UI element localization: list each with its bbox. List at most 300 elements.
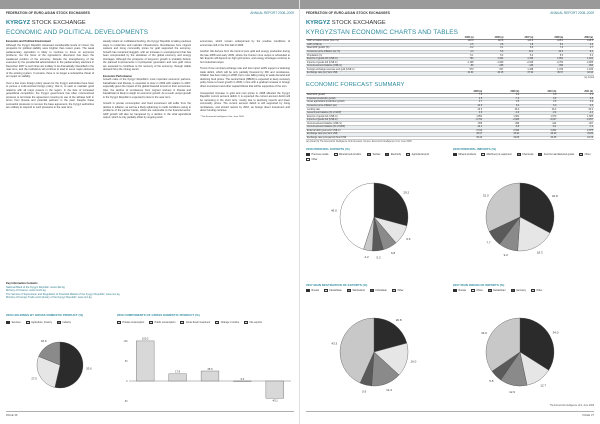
legend-label: Other [397,289,404,292]
table-cell: 5.2 [474,54,504,58]
table-cell: 570 [445,68,475,72]
slice-value-label: 43.3 [331,341,338,346]
table-cell: 100.9 [445,40,475,44]
legend-item [531,289,542,292]
section-title: ECONOMIC AND POLITICAL DEVELOPMENTS [6,29,149,36]
slice-value-label: 34.6 [481,331,487,336]
legend-item [324,289,342,292]
legend-label: Germany [516,289,526,292]
legend-label: Russia [311,289,319,292]
bar [201,371,219,381]
running-header: FEDERATION OF EURO-ASIAN STOCK EXCHANGES [6,11,90,15]
legend-item [538,153,574,156]
row-label: Government balance (% of GDP) [306,111,447,115]
info-link[interactable]: Ministry of Foreign Trade and Industry of the Kyrgyz Republic: www.mvt.kg [6,296,92,299]
export-destinations-pie-chart [314,302,434,402]
slice-value-label: 53.6 [86,366,92,371]
table-note: (a) Actual (b) The Economist Intelligence Unit forecasts. Source: Economist Intelligence Unit, June 2009 [306,141,412,143]
legend-label: Food & manufactured goods [543,153,575,156]
row-label: Industrial production growth [306,97,447,101]
slice-value-label: 4.2 [364,254,369,259]
header-report-title: ANNUAL REPORT 2008–2009 [550,11,594,15]
row-label: Exchange rate (end-period) Som:US$ [306,136,447,140]
exchange-brand [306,20,386,26]
legend-label: Kazakhstan [493,289,506,292]
table-cell: -2,905 [483,118,520,122]
table-cell: 5.0 [534,43,564,47]
table-cell: -3,257 [557,118,594,122]
slice-value-label: 45.0 [330,208,337,213]
paragraph: economies, which remain underpinned by the positive conditions of economies still in the first half of 2009. [200,40,290,47]
table-cell: 24.5 [534,50,564,54]
legend-label: Electricity [390,153,402,156]
bar-value-label: 100.2 [141,337,149,341]
figure-legend [453,153,593,156]
column-subheading: Economic and Political Environment [6,40,51,43]
legend-item [306,289,319,292]
page-number: PAGE 36 [6,413,18,417]
paragraph: Growth in private consumption and fixed investment will suffer from the decline in inflation, as well as a likely tightening in credit conditions owing to problems of the partner banks, which are vulnerable to the financial sector. GDP growth will also be hampered by a decline in the total agricultural output, which is only partially offset by ongoing work. [103,102,191,120]
table-cell: 1,108 [504,68,534,72]
bar [266,381,284,398]
legend-item [517,153,534,156]
legend-label: Services [11,321,21,324]
table-cell: 43.82 [557,133,594,137]
text-column-2 [103,40,191,123]
row-label: Exports of goods fob (US$ m) [306,57,445,61]
table-note: (a) Actual [584,77,594,79]
row-label: GDP at market prices (Som m) [306,40,445,44]
legend-swatch [453,153,457,156]
table-cell: 1,601 [564,57,594,61]
slice-value-label: 27.5 [31,376,37,381]
text-column-3 [200,40,290,122]
slice-value-label: 16.0 [410,359,417,364]
legend-label: Mineral products [458,153,477,156]
row-label: Real GDP growth (%) [306,47,445,51]
table-cell: 0.7 [447,101,484,105]
brand-bold: KYRGYZ [306,20,331,26]
column-header: 2009 (a) [564,36,594,40]
row-label: External debt (year-end; US$ m) [306,129,447,133]
table-cell: -2,615 [504,61,534,65]
key-indicators-table [306,36,594,76]
table-cell: 5.3 [534,54,564,58]
table-cell: 0.2 [483,94,520,98]
legend-label: China [476,289,483,292]
table-cell: 794 [445,57,475,61]
figure-legend [306,289,441,292]
table-cell: -2.4 [557,111,594,115]
legend-item [180,321,210,324]
legend-item [306,158,317,161]
info-link[interactable]: Ministry of Finance: www.minfin.kg [6,289,46,292]
legend-item [481,153,512,156]
table-cell: 26.3 [520,108,557,112]
row-label: Current-account balance (US$ m) [306,122,447,126]
table-cell: 7.6 [534,47,564,51]
text-column-1 [6,40,94,113]
gdp-components-bar-chart [117,333,295,405]
table-cell: 2,875 [557,129,594,133]
bar [169,374,187,381]
figure-legend [306,153,441,161]
column-subheading: Economic Performance [103,74,132,78]
legend-item [6,321,21,324]
table-cell: 26.2 [557,108,594,112]
row-label: GDP (US$ bn) [306,43,445,47]
table-cell: -656 [447,122,484,126]
legend-swatch [481,153,485,156]
legend-item [244,321,262,324]
legend-item [117,321,144,324]
legend-item [215,321,239,324]
legend-label: Mineral fuels & lubric. [339,153,362,156]
slice-value-label: 5.6 [362,389,367,394]
table-cell: 2.9 [557,101,594,105]
slice-value-label: 6.8 [391,250,396,255]
legend-swatch [531,289,535,292]
legend-swatch [385,153,389,156]
table-cell: 1,601 [483,115,520,119]
table-cell: 817 [474,68,504,72]
table-cell: -2,905 [564,61,594,65]
legend-swatch [6,321,10,324]
table-cell: 6.6 [557,104,594,108]
legend-label: Switzerland [352,289,365,292]
legend-label: Kazakhstan [329,289,342,292]
legend-label: Change in stocks [220,321,240,324]
table-cell: 1,336 [504,57,534,61]
legend-item [453,289,466,292]
legend-item [488,289,506,292]
legend-item [367,153,380,156]
table-cell: 2.8 [474,43,504,47]
table-cell: -7.3 [483,97,520,101]
legend-swatch [406,153,410,156]
table-cell: 4.4 [445,50,475,54]
key-info-title: Key Information Contacts [6,282,38,285]
table-cell: 42.94 [564,71,594,75]
top-bar [300,0,600,9]
column-header: 2011 (b) [557,90,594,94]
paragraph: Although the Kyrgyz Republic witnessed considerable levels of unrest, the prospects for political stability were brighter than recent years. The weak parliamentary opposition is likely to continue to focus on economic problems, but the focus of the opposition's discontent has been the weakened position of the economy. Despite the strengthening of the executive by the presidential administration in the parliamentary elections in December 2007 to such lines are unlikely to be dramatically intensified in the near term, and the institutions will continue to lead to some major elements of the existing system. It remains, there is no longer a substantive threat of an impact on stability. [6,43,94,78]
table-cell: -3.4 [520,111,557,115]
y-tick-label: 0 [126,380,128,383]
table-cell: 43.26 [520,136,557,140]
paragraph: Trend of low nominal exchange rate and low import tariffs support a widening trade deficit, which will be only partially financed by FDI and remittances. Inflation has been rising in 2008, but is now falling owing to weak demand and declining food prices. The central bank (NBKR) is expected to keep monetary policy loose to boost growth in 2009, in line with a gradual increase in foreign direct investment and other capital inflows that will be supportive of the som. [200,67,290,88]
row-label: Real GDP growth [306,94,447,98]
table-cell: 2.8 [557,97,594,101]
page-number: PAGE 37 [582,413,594,417]
table-cell: 5.4 [564,54,594,58]
table-cell: 2.5 [447,97,484,101]
table-cell: 37.32 [504,71,534,75]
table-cell: -8.1 [520,125,557,129]
paragraph: Growth rates of the Kyrgyz Republic's most important economic partners, Kazakhstan and Russia, is expected to slow in 2009 with relation to 2007, especially given the impact of the global financial turmoil on their economies. Also, the decline of remittances from migrant workers in Russia and Kazakhstan is likely to weigh on economic growth. As a result, output growth in the Kyrgyz Republic is expected to slow in the near term. [103,78,191,99]
legend-item [453,153,476,156]
table-cell: 1,183 [564,68,594,72]
exchange-brand [6,20,86,26]
legend-swatch [306,158,310,161]
legend-label: Agricultural prod. [411,153,430,156]
slice-value-label: 34.0 [552,330,559,335]
legend-swatch [347,289,351,292]
key-information [6,282,291,300]
paragraph: Over a few more foreign policy issues for the Kyrgyz authorities have been to pursue a multi-vectoral foreign policy; that is, to seek to maintain good relations with all major powers in the region. In the face of increased geopolitical competition, the Kyrgyz government has often misconstrued pressure to terminate the agreement covering its use of the airbase both in terms from Russia and potential partners in the past. Despite these successful pressures to remove the base agreement, the Kyrgyz authorities are unlikely to respond to such pressures in the near term. [6,81,94,110]
row-label: Current-account balance (% of GDP) [306,125,447,129]
slice-value-label: 32.8 [551,194,558,199]
table-cell: 7.6 [447,94,484,98]
table-cell: 5.2 [504,54,534,58]
table-cell: -56 [445,64,475,68]
legend-swatch [57,321,61,324]
slice-value-label: 18.9 [40,338,47,343]
source-note: The Economist Intelligence Unit, June 2009 [549,405,594,407]
legend-item [347,289,365,292]
legend-swatch [392,289,396,292]
table-cell: -3,017 [520,118,557,122]
legend-label: Gross fixed investment [185,321,211,324]
table-cell: 8.4 [564,50,594,54]
row-label: Lending rate [306,108,447,112]
legend-swatch [334,153,338,156]
legend-item [511,289,526,292]
table-cell: 5.6 [474,50,504,54]
legend-label: Precious metals [311,153,329,156]
table-cell: 2,512 [447,129,484,133]
legend-swatch [453,289,457,292]
figure-title: 2007 MAIN DESTINATION OF EXPORTS (%) [306,283,368,287]
legend-swatch [244,321,248,324]
figure-legend [6,321,116,324]
top-bar [0,0,300,9]
figure-title: 2008 PRINCIPAL EXPORTS (%) [306,147,350,151]
table-cell: -1,929 [474,61,504,65]
figure-legend [453,289,593,292]
table-cell: 196.5 [564,40,594,44]
table-cell: -8.6 [483,125,520,129]
table-cell: 3.1 [474,47,504,51]
table-cell: 3.8 [504,43,534,47]
table-cell: 1,851 [534,57,564,61]
legend-swatch [538,153,542,156]
table-cell: 0.3 [520,97,557,101]
table-cell: 42.94 [483,133,520,137]
legend-swatch [306,289,310,292]
table-cell: 6.0 [520,104,557,108]
row-label: Imports of goods fob (US$ m) [306,61,445,65]
footer-rule [306,411,594,412]
legend-label: Other [536,289,543,292]
table-cell: 1,153 [534,68,564,72]
legend-swatch [117,321,121,324]
table-cell: -13.1 [447,125,484,129]
slice-value-label: 5.2 [376,255,381,260]
brand-bold: KYRGYZ [6,20,31,26]
legend-label: Chemicals [522,153,534,156]
table-cell: 43.80 [483,136,520,140]
table-cell: 1.7 [564,47,594,51]
legend-label: Private consumption [122,321,145,324]
legend-label: Textiles [372,153,381,156]
column-header: 2010 (b) [520,90,557,94]
legend-label: Agriculture, forestry [31,321,52,324]
table-cell: -3,764 [447,118,484,122]
legend-item [306,153,329,156]
legend-label: Other [584,153,591,156]
table-cell: 4.1 [557,94,594,98]
footer-rule [6,411,294,412]
legend-swatch [324,289,328,292]
slice-value-label: 5.8 [489,378,494,383]
table-cell: 1,570 [520,115,557,119]
table-cell: 1,685 [557,115,594,119]
info-link[interactable]: The Service of Supervision and Regulation of Financial Market of the Kyrgyz Republic: www.nsc.kg [6,292,120,296]
table-row [306,71,594,75]
figure-legend [117,321,297,324]
legend-item [57,321,71,324]
import-origins-pie-chart [460,302,580,402]
table-row [306,136,594,140]
table-cell: 2.5 [520,101,557,105]
table-cell: 2,802 [520,129,557,133]
column-header: 2006 (a) [474,36,504,40]
table-cell: 10.2 [504,50,534,54]
legend-swatch [488,289,492,292]
column-header: 2008 (a) [534,36,564,40]
bar-value-label: -43.1 [271,399,278,403]
slice-value-label: 29.2 [403,190,410,195]
column-header: 2008 (a) [447,90,484,94]
paragraph: Unexpected increase in gold and cost prices in 2008 affected the Kyrgyz Republic current account deficit. It is expected the current account deficit will be narrowing in the short term, mostly due to declining imports and lower commodity prices. The current account deficit is still supported by rising remittances, and should narrow by 2010, as foreign direct investment and donor funding continue. [200,91,290,113]
table-cell: 141.9 [504,40,534,44]
legend-label: Other [311,158,318,161]
legend-label: Net exports [249,321,262,324]
table-cell: 26.4 [483,108,520,112]
row-label: Gross agricultural production growth [306,101,447,105]
slice-value-label: 20.8 [395,317,402,322]
table-cell: 43.20 [520,133,557,137]
legend-label: Industry [62,321,71,324]
slice-value-label: 9.6 [406,236,411,241]
principal-exports-pie-chart [314,167,434,267]
table-cell: 39.42 [447,136,484,140]
table-cell: -656 [534,64,564,68]
row-label: Current-account balance (US$ m) [306,64,445,68]
legend-item [149,321,175,324]
table-cell: 4.6 [564,43,594,47]
table-cell: 23.3 [447,108,484,112]
table-cell: 0.9 [447,111,484,115]
legend-swatch [26,321,30,324]
table-cell: 2.5 [445,43,475,47]
legend-item [370,289,387,292]
figure-title: 2008 PRINCIPAL IMPORTS (%) [453,147,497,151]
legend-label: Public consumption [154,321,176,324]
table-cell: 0.5 [483,101,520,105]
slice-value-label: 9.2 [503,253,508,258]
table-cell: 36.57 [534,71,564,75]
right-page [300,0,600,424]
section-title: KYRGYZSTAN ECONOMIC CHARTS AND TABLES [306,29,459,36]
table-cell: 2,692 [483,129,520,133]
slice-value-label: 14.3 [386,387,392,392]
row-label: Foreign-exchange reserves excl gold (US$ m) [306,68,445,72]
legend-item [406,153,430,156]
forecast-heading: ECONOMIC FORECAST SUMMARY [306,82,405,88]
table-cell: 113.8 [474,40,504,44]
slice-value-label: 32.0 [482,193,489,198]
table-cell: 3.0 [520,94,557,98]
figure-title: 2009 HOLDINGS BY GROSS DOMESTIC PRODUCT (%) [6,313,84,317]
gdp-origin-pie-chart [20,331,100,399]
table-cell: -414 [520,122,557,126]
table-cell: -0.2 [445,47,475,51]
table-cell: 44.19 [557,136,594,140]
figure-title: 2009 COMPONENTS OF GROSS DOMESTIC PRODUCT (%) [117,313,200,317]
table-cell: -1,108 [445,61,475,65]
table-cell: 185.0 [534,40,564,44]
table-cell: -3.0 [483,111,520,115]
table-cell: -407 [557,122,594,126]
column-header: 2005 (a) [445,36,475,40]
row-label: Population (m) [306,54,445,58]
table-cell: 5.1 [445,54,475,58]
slice-value-label: 7.7 [486,240,491,245]
y-tick-label: 50 [124,360,128,363]
legend-label: Machinery & equipment [486,153,512,156]
paragraph: Heavily reliant on multilateral funding, the Kyrgyz Republic is taking cautious steps to modernize and maintain infrastructure. Remittances from migrant workers and rising commodity prices for gold supported the economy. Growth has remained sluggish, with an increase in unemployment that has been compounded by the slowdown of the global economy and energy shortages. Although the prospects of long-term growth is probably limited, the planned improvements in hydropower generation and new gold mines are expected to contribute to the recovery of the economy, through stable demand from the mining sector. [103,40,191,71]
column-header: 2009 (b) [483,90,520,94]
legend-swatch [517,153,521,156]
header-report-title: ANNUAL REPORT 2008–2009 [250,11,294,15]
table-cell: 8.5 [504,47,534,51]
brand-rest: STOCK EXCHANGE [30,20,86,26]
column-header: 2007 (a) [504,36,534,40]
table-cell: -238 [474,64,504,68]
row-label: Imports of goods fob (US$ m) [306,118,447,122]
paragraph: Another risk derives from the trend of poor gold and energy production during the late 2008 and early 2009, where the Kumtor mine output is scheduled to fall. Exports will depend on high gold prices, and energy shortages continue to hurt industrial output. [200,50,290,64]
table-cell: 1,044 [474,57,504,61]
bar-value-label: 0.0 [240,377,245,381]
slice-value-label: 12.7 [540,383,547,388]
table-cell: -393 [483,122,520,126]
legend-swatch [579,153,583,156]
slice-value-label: 18.3 [536,250,543,255]
legend-item [392,289,403,292]
row-label: Exchange rate (av) Som:US$ [306,133,447,137]
legend-swatch [306,153,310,156]
row-label: Exchange rate (av) Som:US$ [306,71,445,75]
table-cell: 41.01 [445,71,475,75]
info-link[interactable]: National Bank of the Kyrgyz Republic: www.nbkr.kg [6,285,65,289]
table-cell: -146 [504,64,534,68]
table-cell: 8.4 [483,104,520,108]
legend-item [471,289,483,292]
legend-item [579,153,590,156]
legend-swatch [149,321,153,324]
table-cell: -393 [564,64,594,68]
table-cell: 36.57 [447,133,484,137]
table-cell: -3,764 [534,61,564,65]
running-header: FEDERATION OF EURO-ASIAN STOCK EXCHANGES [306,11,390,15]
row-label: Consumer price inflation (av; %) [306,50,445,54]
forecast-table [306,90,594,140]
table-cell: 24.5 [447,104,484,108]
table-cell: 40.15 [474,71,504,75]
legend-swatch [215,321,219,324]
